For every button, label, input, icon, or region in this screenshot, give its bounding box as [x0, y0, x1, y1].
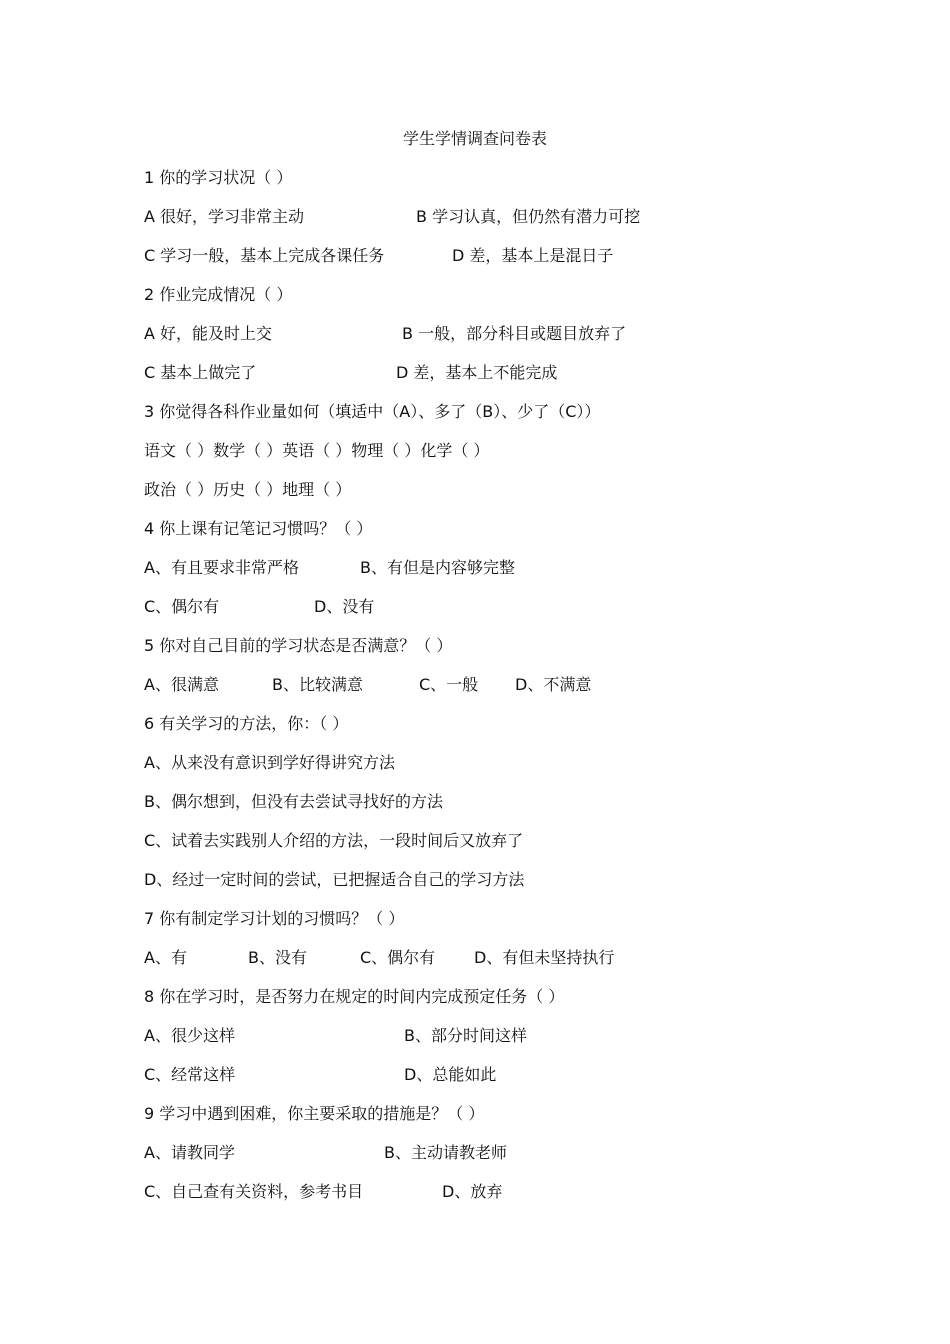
answer-option: C、偶尔有	[360, 948, 436, 967]
answer-option: D 差，基本上不能完成	[396, 363, 558, 382]
answer-option: A、请教同学	[144, 1143, 235, 1162]
question-text: 1 你的学习状况（ ）	[144, 168, 293, 187]
question-text: 2 作业完成情况（ ）	[144, 285, 293, 304]
answer-option: C 学习一般，基本上完成各课任务	[144, 246, 385, 265]
answer-option: D、有但未坚持执行	[474, 948, 615, 967]
question-text: 8 你在学习时，是否努力在规定的时间内完成预定任务（ ）	[144, 987, 565, 1006]
question-text: 语文（ ）数学（ ）英语（ ）物理（ ）化学（ ）	[144, 441, 490, 460]
answer-option: C、偶尔有	[144, 597, 220, 616]
answer-option: B、有但是内容够完整	[360, 558, 515, 577]
answer-option: D 差，基本上是混日子	[452, 246, 614, 265]
question-text: 3 你觉得各科作业量如何（填适中（A）、多了（B）、少了（C））	[144, 402, 601, 421]
answer-option: A 很好，学习非常主动	[144, 207, 305, 226]
answer-option: B、比较满意	[272, 675, 363, 694]
answer-option: A、有且要求非常严格	[144, 558, 299, 577]
question-text: 4 你上课有记笔记习惯吗？（ ）	[144, 519, 373, 538]
answer-option: C 基本上做完了	[144, 363, 257, 382]
answer-option: C、一般	[419, 675, 479, 694]
answer-option: A、很少这样	[144, 1026, 235, 1045]
answer-option: D、不满意	[515, 675, 592, 694]
answer-option: B、主动请教老师	[384, 1143, 507, 1162]
question-text: B、偶尔想到，但没有去尝试寻找好的方法	[144, 792, 443, 811]
answer-option: A 好，能及时上交	[144, 324, 273, 343]
question-text: C、试着去实践别人介绍的方法，一段时间后又放弃了	[144, 831, 524, 850]
answer-option: B、没有	[248, 948, 307, 967]
question-text: A、从来没有意识到学好得讲究方法	[144, 753, 395, 772]
question-text: 政治（ ）历史（ ）地理（ ）	[144, 480, 352, 499]
question-text: 5 你对自己目前的学习状态是否满意？（ ）	[144, 636, 453, 655]
answer-option: D、放弃	[442, 1182, 503, 1201]
answer-option: B、部分时间这样	[404, 1026, 527, 1045]
page-title: 学生学情调查问卷表	[402, 129, 547, 148]
answer-option: D、总能如此	[404, 1065, 497, 1084]
question-text: 6 有关学习的方法，你：（ ）	[144, 714, 349, 733]
question-text: 9 学习中遇到困难，你主要采取的措施是？（ ）	[144, 1104, 485, 1123]
answer-option: B 一般，部分科目或题目放弃了	[402, 324, 627, 343]
question-text: D、经过一定时间的尝试，已把握适合自己的学习方法	[144, 870, 525, 889]
answer-option: B 学习认真，但仍然有潜力可挖	[416, 207, 641, 226]
question-text: 7 你有制定学习计划的习惯吗？（ ）	[144, 909, 405, 928]
answer-option: A、很满意	[144, 675, 219, 694]
answer-option: A、有	[144, 948, 187, 967]
answer-option: C、自己查有关资料，参考书目	[144, 1182, 364, 1201]
answer-option: C、经常这样	[144, 1065, 236, 1084]
answer-option: D、没有	[314, 597, 375, 616]
